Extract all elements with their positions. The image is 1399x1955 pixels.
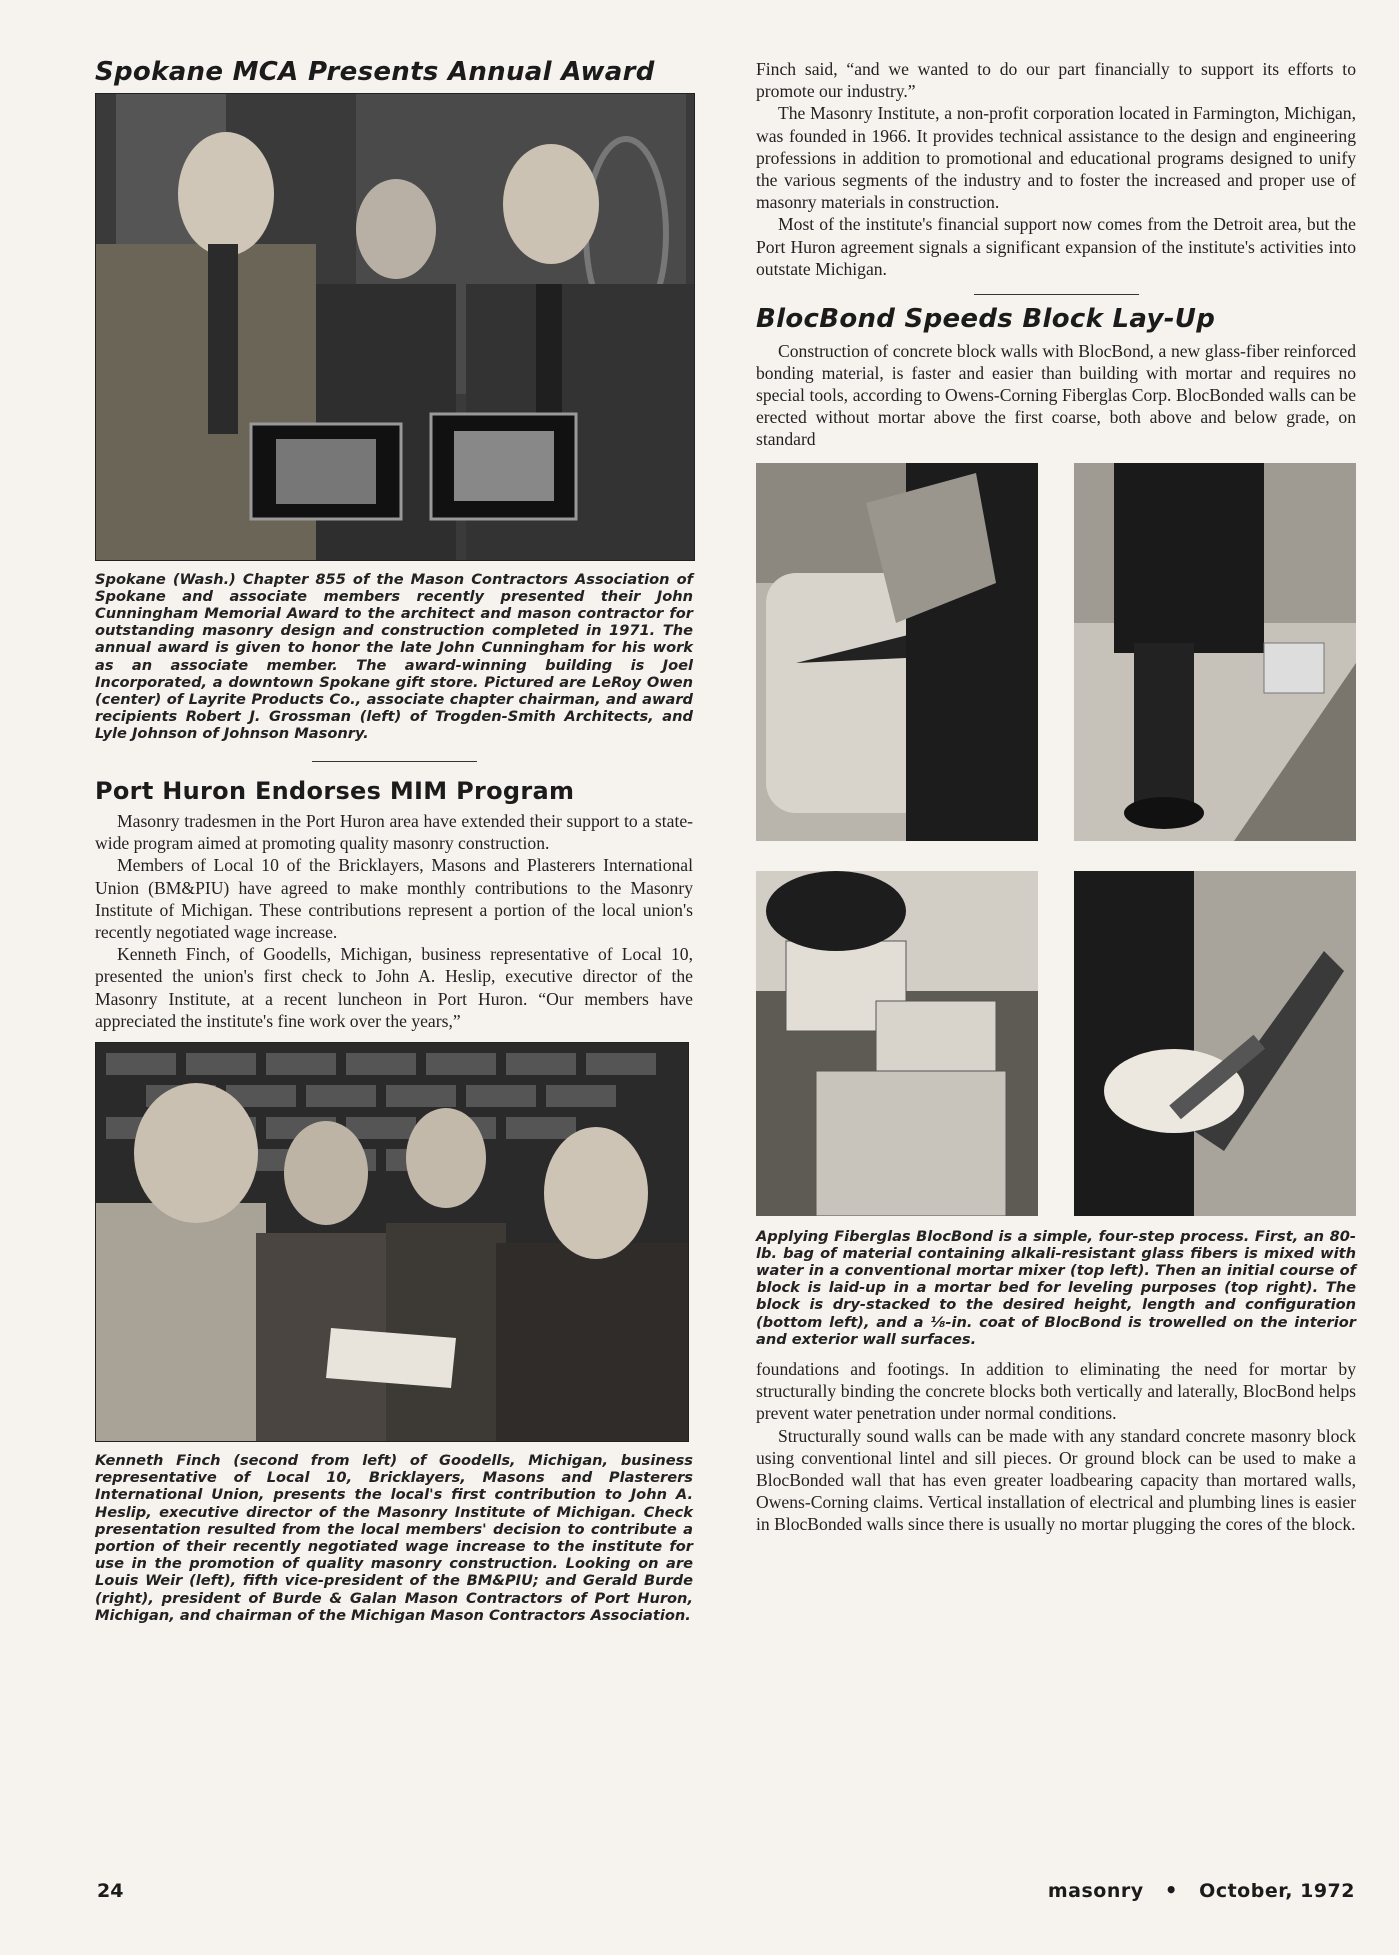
photo-dry-stacking: [756, 871, 1038, 1216]
section-divider: [312, 761, 477, 762]
photo-troweling: [1074, 871, 1356, 1216]
initial-course-photo-illustration: [1074, 463, 1356, 841]
paragraph: The Masonry Institute, a non-profit corporation located in Farmington, Michigan, was founded in 1966. It provides technical assistance to the design and engineering professions in addition to promotional and educational programs designed to unify the various segments of the industry and to foster the increased and proper use of masonry materials in construction.: [756, 103, 1356, 213]
award-photo-illustration: [96, 94, 694, 560]
caption-blocbond: Applying Fiberglas BlocBond is a simple, four-step process. First, an 80-lb. bag of material containing alkali-resistant glass fibers is mixed with water in a conventional mortar mixer (top left). Then an initial course of block is laid-up in a mortar bed for leveling purposes (top right). The block is dry-stacked to the desired height, length and configuration (bottom left), and a ⅛-in. coat of BlocBond is trowelled on the interior and exterior wall surfaces.: [756, 1227, 1356, 1348]
dry-stacking-photo-illustration: [756, 871, 1038, 1216]
issue-date: October, 1972: [1199, 1880, 1355, 1902]
right-column: [756, 58, 1356, 1536]
photo-initial-course: [1074, 463, 1356, 841]
paragraph: Structurally sound walls can be made with any standard concrete masonry block using conventional lintel and sill pieces. Or ground block can be used to make a BlocBonded wall that has even greater loadbearing capacity than mortared walls, Owens-Corning claims. Vertical installation of electrical and plumbing lines is easier in BlocBonded walls since there is usually no mortar plugging the cores of the block.: [756, 1425, 1356, 1535]
caption-port-huron: Kenneth Finch (second from left) of Goodells, Michigan, business representative of Local 10, Bricklayers, Masons and Plasterers International Union, presents the local's first contribution to John A. Heslip, executive director of the Masonry Institute of Michigan. Check presentation resulted from the local members' decision to contribute a portion of their recently negotiated wage increase to the institute for use in the promotion of quality masonry construction. Looking on are Louis Weir (left), fifth vice-president of the BM&PIU; and Gerald Burde (right), president of Burde & Galan Mason Contractors of Port Huron, Michigan, and chairman of the Michigan Mason Contractors Association.: [95, 1452, 693, 1624]
headline-spokane: Spokane MCA Presents Annual Award: [95, 57, 655, 87]
footer-separator: •: [1164, 1878, 1179, 1902]
blocbond-photo-grid: [756, 463, 1356, 1216]
headline-blocbond: BlocBond Speeds Block Lay-Up: [756, 304, 1216, 335]
paragraph: Members of Local 10 of the Bricklayers, Masons and Plasterers International Union (BM&PIU) have agreed to make monthly contributions to the Masonry Institute of Michigan. These contributions represent a portion of the local union's recently negotiated wage increase.: [95, 855, 693, 943]
page-number: 24: [97, 1880, 124, 1902]
magazine-name: masonry: [1047, 1880, 1144, 1902]
headline-port-huron: Port Huron Endorses MIM Program: [95, 776, 575, 805]
troweling-photo-illustration: [1074, 871, 1356, 1216]
paragraph: Most of the institute's financial support now comes from the Detroit area, but the Port Huron agreement signals a significant expansion of the institute's activities into outstate Michigan.: [756, 214, 1356, 279]
paragraph: foundations and footings. In addition to eliminating the need for mortar by structurally binding the concrete blocks both vertically and laterally, BlocBond helps prevent water penetration under normal conditions.: [756, 1359, 1356, 1424]
check-photo-illustration: [96, 1043, 688, 1441]
caption-spokane: Spokane (Wash.) Chapter 855 of the Mason Contractors Association of Spokane and associate members recently presented their John Cunningham Memorial Award to the architect and mason contractor for outstanding masonry design and construction completed in 1971. The annual award is given to honor the late John Cunningham for his work as an associate member. The award-winning building is Joel Incorporated, a downtown Spokane gift store. Pictured are LeRoy Owen (center) of Layrite Products Co., associate chapter chairman, and award recipients Robert J. Grossman (left) of Trogden-Smith Architects, and Lyle Johnson of Johnson Masonry.: [95, 570, 693, 743]
photo-award-presentation: [95, 93, 695, 561]
paragraph: Construction of concrete block walls with BlocBond, a new glass-fiber reinforced bonding material, is faster and easier than building with mortar and requires no special tools, according to Owens-Corning Fiberglas Corp. BlocBonded walls can be erected without mortar above the first coarse, both above and below grade, on standard: [756, 340, 1356, 450]
paragraph: Masonry tradesmen in the Port Huron area have extended their support to a state-wide program aimed at promoting quality masonry construction.: [95, 811, 693, 854]
left-column: [95, 58, 693, 1624]
photo-check-presentation: [95, 1042, 689, 1442]
mixing-photo-illustration: [756, 463, 1038, 841]
page-footer-publication: [1048, 1878, 1355, 1902]
paragraph: Finch said, “and we wanted to do our part financially to support its efforts to promote our industry.”: [756, 59, 1356, 102]
photo-mixing: [756, 463, 1038, 841]
paragraph: Kenneth Finch, of Goodells, Michigan, business representative of Local 10, presented the union's first check to John A. Heslip, executive director of the Masonry Institute, at a recent luncheon in Port Huron. “Our members have appreciated the institute's fine work over the years,”: [95, 944, 693, 1031]
section-divider: [974, 294, 1139, 295]
